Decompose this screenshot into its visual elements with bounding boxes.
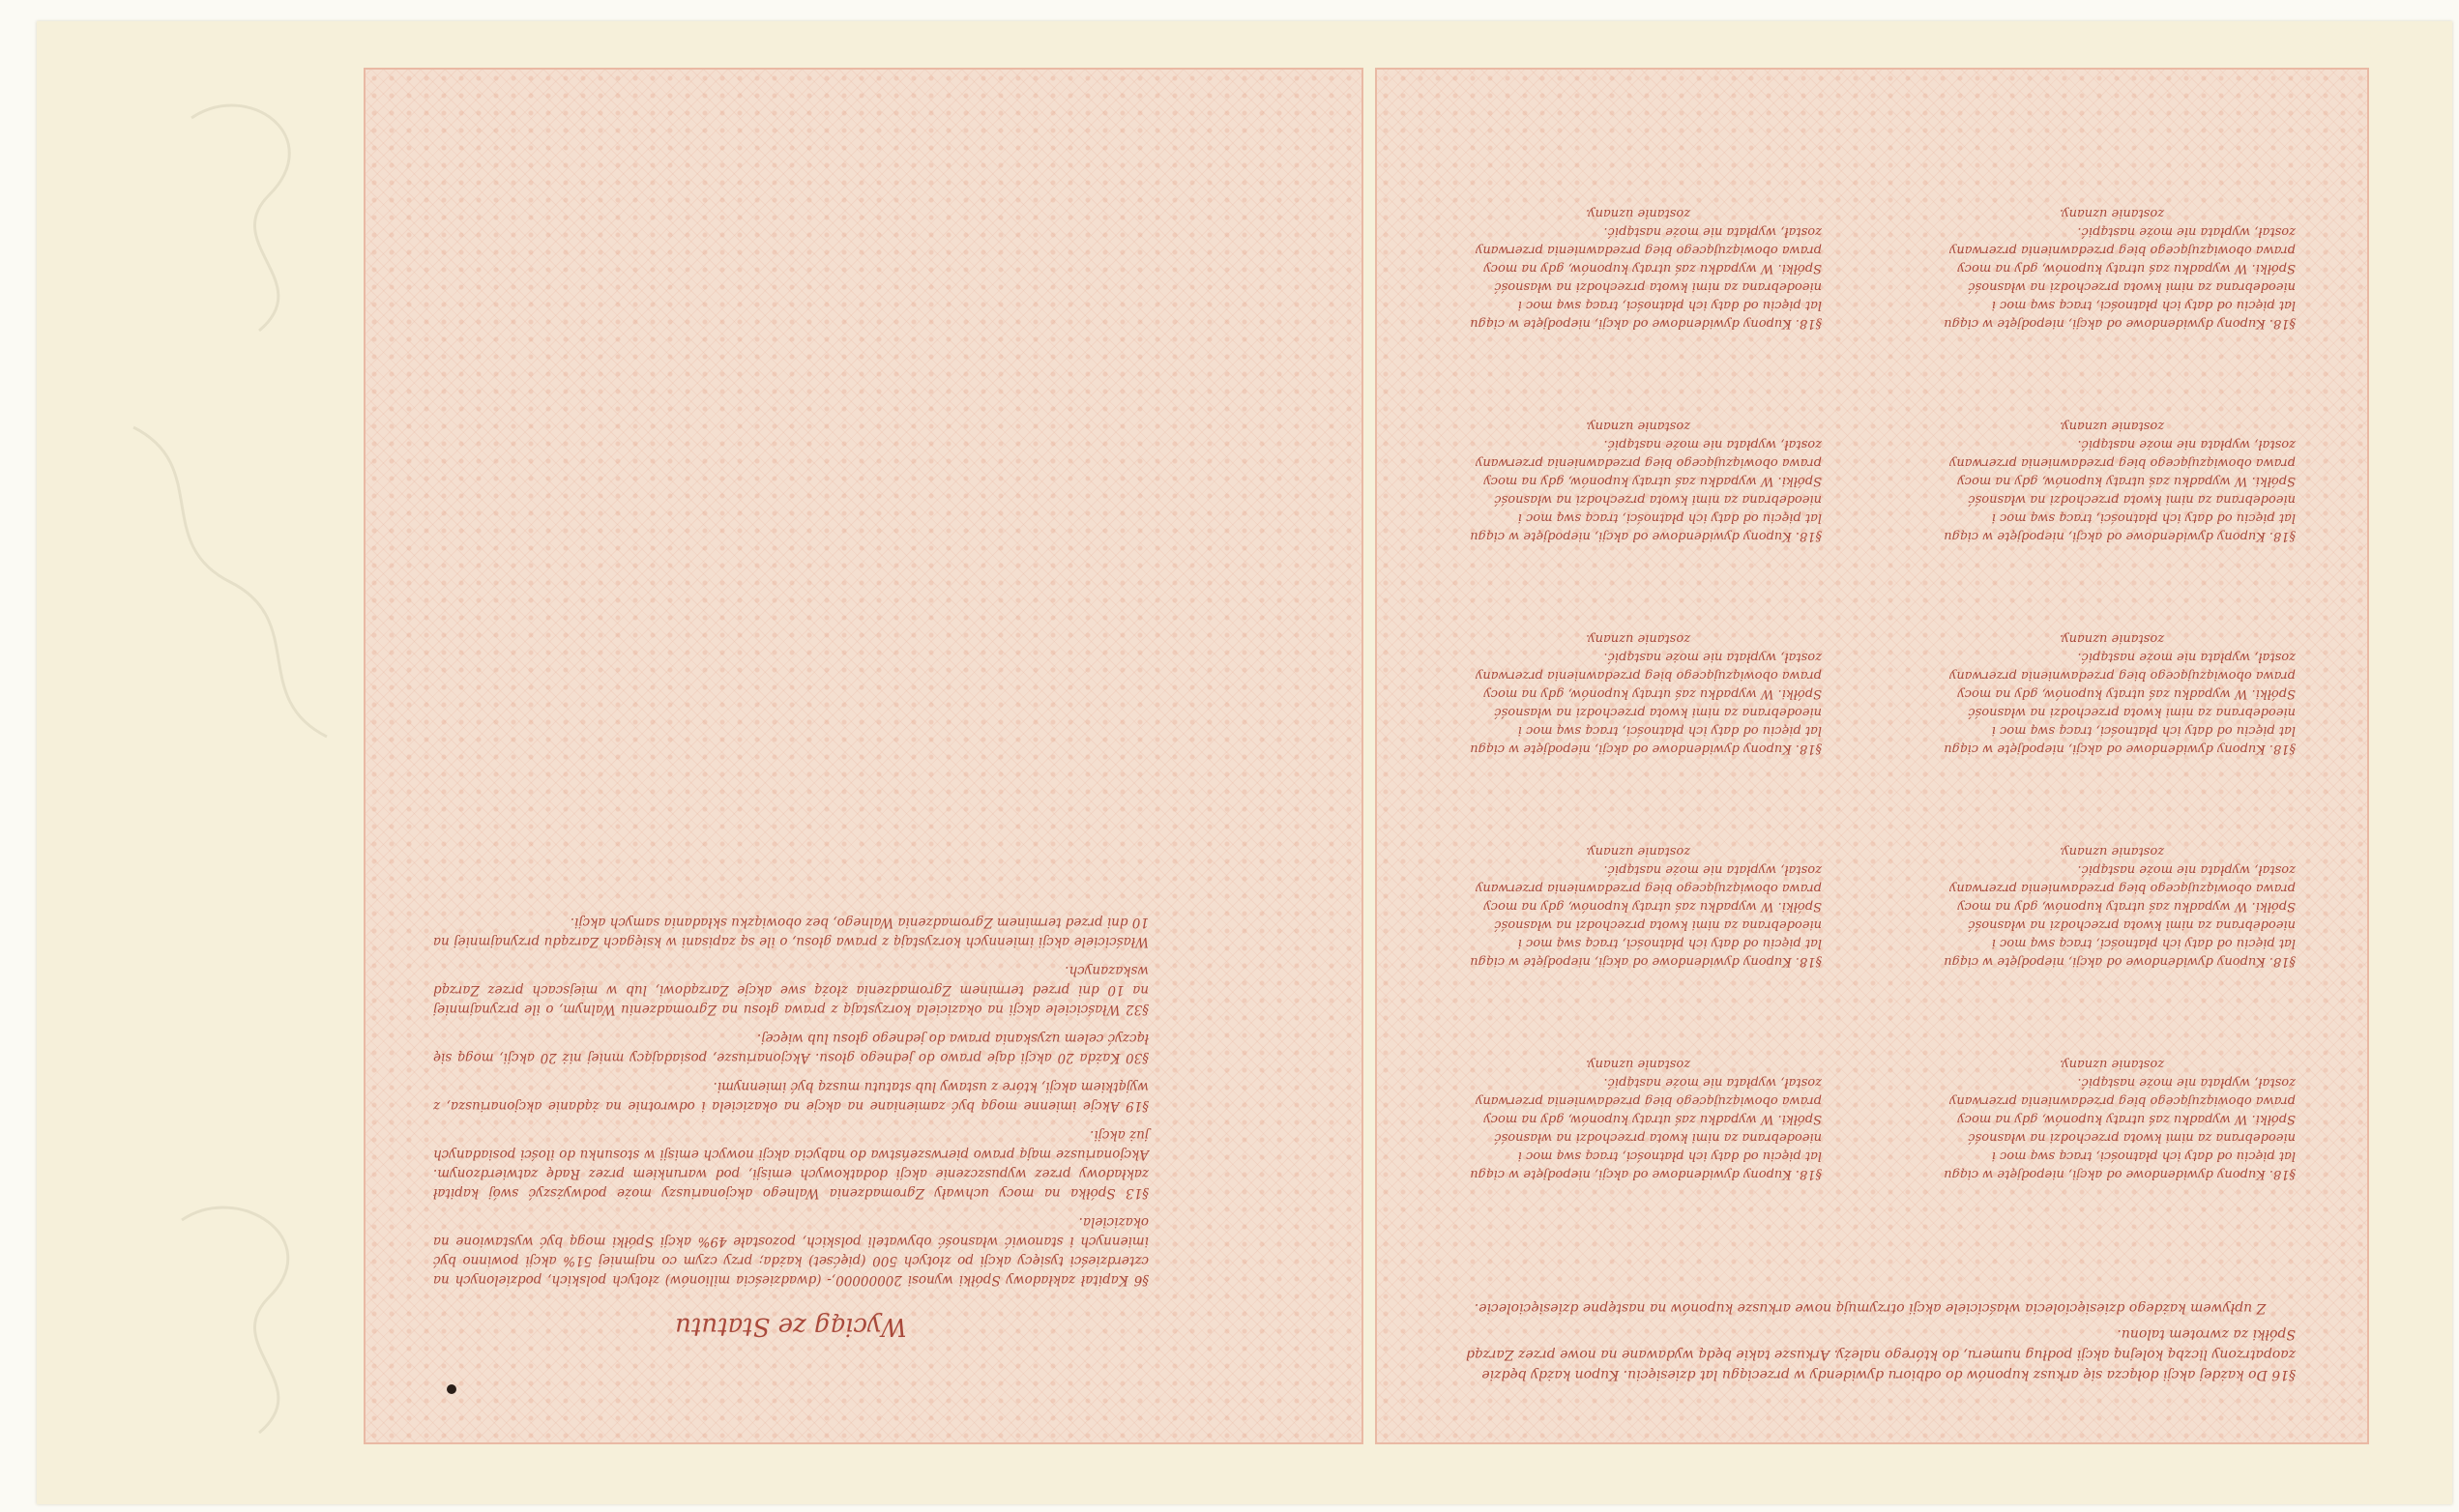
coupon-text: §18. Kupony dywidendowe od akcji, niepodjęte w ciągu lat pięciu od daty ich płatności, tracą swą moc i nieodebrana za nimi kwota przechodzi na własność Spółki. W wypadku zaś utraty kuponów, gdy na mocy prawa obowiązującego bieg przedawnienia przerwany został, wypłata nie może nastąpić. <box>1944 650 2296 756</box>
statute-paragraph: §13 Spółka na mocy uchwały Zgromadzenia Walnego akcjonariuszy może podwyższyć swój kapitał zakładowy przez wypuszczenie akcji dodatkowych emisji, pod warunkiem przez Radę zatwierdzonym. Akcjonariusze mają prawo pierwszeństwa do nabycia akcji nowych emisji w stosunku do ilości posiadanych już akcji. <box>433 1127 1149 1201</box>
statute-paragraph: Właściciele akcji imiennych korzystają z prawa głosu, o ile są zapisani w księgach Zarządu przynajmniej na 10 dni przed terminem Zgromadzenia Walnego, bez obowiązku składania samych akcji. <box>433 915 1149 949</box>
statute-paragraph: §6 Kapitał zakładowy Spółki wynosi 20000000,- (dwadzieścia milionów) złotych polskich, podzielonych na czterdzieści tysięcy akcji po złotych 500 (pięćset) każda; przy czym co najmniej 51% akcji powinno być imiennych i stanowić własność obywateli polskich, pozostałe 49% akcji Spółki mogą być wystawione na okaziciela. <box>433 1214 1149 1288</box>
statute-paragraph: §19 Akcje imienne mogą być zamieniane na akcje na okaziciela i odwrotnie na żądanie akcjonariusza, z wyjątkiem akcji, które z ustawy lub statutu muszą być imiennymi. <box>433 1079 1149 1114</box>
coupon-text: §18. Kupony dywidendowe od akcji, niepodjęte w ciągu lat pięciu od daty ich płatności, tracą swą moc i nieodebrana za nimi kwota przechodzi na własność Spółki. W wypadku zaś utraty kuponów, gdy na mocy prawa obowiązującego bieg przedawnienia przerwany został, wypłata nie może nastąpić. <box>1944 224 2296 331</box>
coupon-end: zostanie uznany. <box>2059 631 2165 646</box>
coupon-end: zostanie uznany. <box>1585 844 1691 858</box>
coupon-end: zostanie uznany. <box>1585 206 1691 220</box>
coupon <box>1454 1017 1822 1183</box>
coupon <box>1928 592 2296 758</box>
coupon <box>1454 804 1822 971</box>
coupon <box>1928 1017 2296 1183</box>
coupon-header <box>1445 1210 2296 1384</box>
punch-dot <box>447 1384 456 1394</box>
coupon-text: §18. Kupony dywidendowe od akcji, niepodjęte w ciągu lat pięciu od daty ich płatności, tracą swą moc i nieodebrana za nimi kwota przechodzi na własność Spółki. W wypadku zaś utraty kuponów, gdy na mocy prawa obowiązującego bieg przedawnienia przerwany został, wypłata nie może nastąpić. <box>1470 1075 1822 1181</box>
coupon-text: §18. Kupony dywidendowe od akcji, niepodjęte w ciągu lat pięciu od daty ich płatności, tracą swą moc i nieodebrana za nimi kwota przechodzi na własność Spółki. W wypadku zaś utraty kuponów, gdy na mocy prawa obowiązującego bieg przedawnienia przerwany został, wypłata nie może nastąpić. <box>1470 650 1822 756</box>
statute-panel <box>364 68 1363 1444</box>
watermark-scroll-ornament <box>75 60 395 1491</box>
statute-excerpt <box>433 215 1149 1341</box>
statute-paragraph: §32 Właściciele akcji na okaziciela korzystają z prawa głosu na Zgromadzeniu Walnym, o ile przynajmniej na 10 dni przed terminem Zgromadzenia złożą swe akcje Zarządowi, lub w miejscach przez Zarząd wskazanych. <box>433 963 1149 1017</box>
statute-title: Wyciąg ze Statutu <box>675 1312 907 1341</box>
coupon <box>1454 166 1822 333</box>
coupon-end: zostanie uznany. <box>2059 1057 2165 1071</box>
coupon-text: §18. Kupony dywidendowe od akcji, niepodjęte w ciągu lat pięciu od daty ich płatności, tracą swą moc i nieodebrana za nimi kwota przechodzi na własność Spółki. W wypadku zaś utraty kuponów, gdy na mocy prawa obowiązującego bieg przedawnienia przerwany został, wypłata nie może nastąpić. <box>1470 224 1822 331</box>
coupon <box>1928 804 2296 971</box>
coupon-end: zostanie uznany. <box>2059 206 2165 220</box>
coupon-panel <box>1375 68 2369 1444</box>
coupon <box>1928 379 2296 545</box>
coupon-text: §18. Kupony dywidendowe od akcji, niepodjęte w ciągu lat pięciu od daty ich płatności, tracą swą moc i nieodebrana za nimi kwota przechodzi na własność Spółki. W wypadku zaś utraty kuponów, gdy na mocy prawa obowiązującego bieg przedawnienia przerwany został, wypłata nie może nastąpić. <box>1944 437 2296 543</box>
coupon-end: zostanie uznany. <box>1585 631 1691 646</box>
coupon <box>1454 379 1822 545</box>
statute-paragraph: §30 Każda 20 akcji daje prawo do jednego głosu. Akcjonariusze, posiadający mniej niż 20 akcji, mogą się łączyć celem uzyskania prawa do jednego głosu lub więcej. <box>433 1031 1149 1065</box>
coupon-end: zostanie uznany. <box>2059 419 2165 433</box>
coupon-end: zostanie uznany. <box>2059 844 2165 858</box>
coupon <box>1454 592 1822 758</box>
coupon-header-tail: Z upływem każdego dziesięciolecia właściciele akcji otrzymują nowe arkusze kuponów na następne dziesięciolecie. <box>1474 1300 2267 1316</box>
coupon-end: zostanie uznany. <box>1585 419 1691 433</box>
coupon-text: §18. Kupony dywidendowe od akcji, niepodjęte w ciągu lat pięciu od daty ich płatności, tracą swą moc i nieodebrana za nimi kwota przechodzi na własność Spółki. W wypadku zaś utraty kuponów, gdy na mocy prawa obowiązującego bieg przedawnienia przerwany został, wypłata nie może nastąpić. <box>1470 437 1822 543</box>
coupon-end: zostanie uznany. <box>1585 1057 1691 1071</box>
coupon-text: §18. Kupony dywidendowe od akcji, niepodjęte w ciągu lat pięciu od daty ich płatności, tracą swą moc i nieodebrana za nimi kwota przechodzi na własność Spółki. W wypadku zaś utraty kuponów, gdy na mocy prawa obowiązującego bieg przedawnienia przerwany został, wypłata nie może nastąpić. <box>1944 1075 2296 1181</box>
watermark-ornament <box>75 60 395 1491</box>
coupon-text: §18. Kupony dywidendowe od akcji, niepodjęte w ciągu lat pięciu od daty ich płatności, tracą swą moc i nieodebrana za nimi kwota przechodzi na własność Spółki. W wypadku zaś utraty kuponów, gdy na mocy prawa obowiązującego bieg przedawnienia przerwany został, wypłata nie może nastąpić. <box>1944 862 2296 969</box>
coupon <box>1928 166 2296 333</box>
coupon-header-text: §16 Do każdej akcji dołącza się arkusz kuponów do odbioru dywidendy w przeciągu lat dziesięciu. Kupon każdy będzie zaopatrzony liczbą kolejną akcji podług numeru, do którego należy. Arkusze takie będą wydawane na nowe przez Zarząd Spółki za zwrotem talonu. <box>1466 1326 2296 1382</box>
coupon-text: §18. Kupony dywidendowe od akcji, niepodjęte w ciągu lat pięciu od daty ich płatności, tracą swą moc i nieodebrana za nimi kwota przechodzi na własność Spółki. W wypadku zaś utraty kuponów, gdy na mocy prawa obowiązującego bieg przedawnienia przerwany został, wypłata nie może nastąpić. <box>1470 862 1822 969</box>
